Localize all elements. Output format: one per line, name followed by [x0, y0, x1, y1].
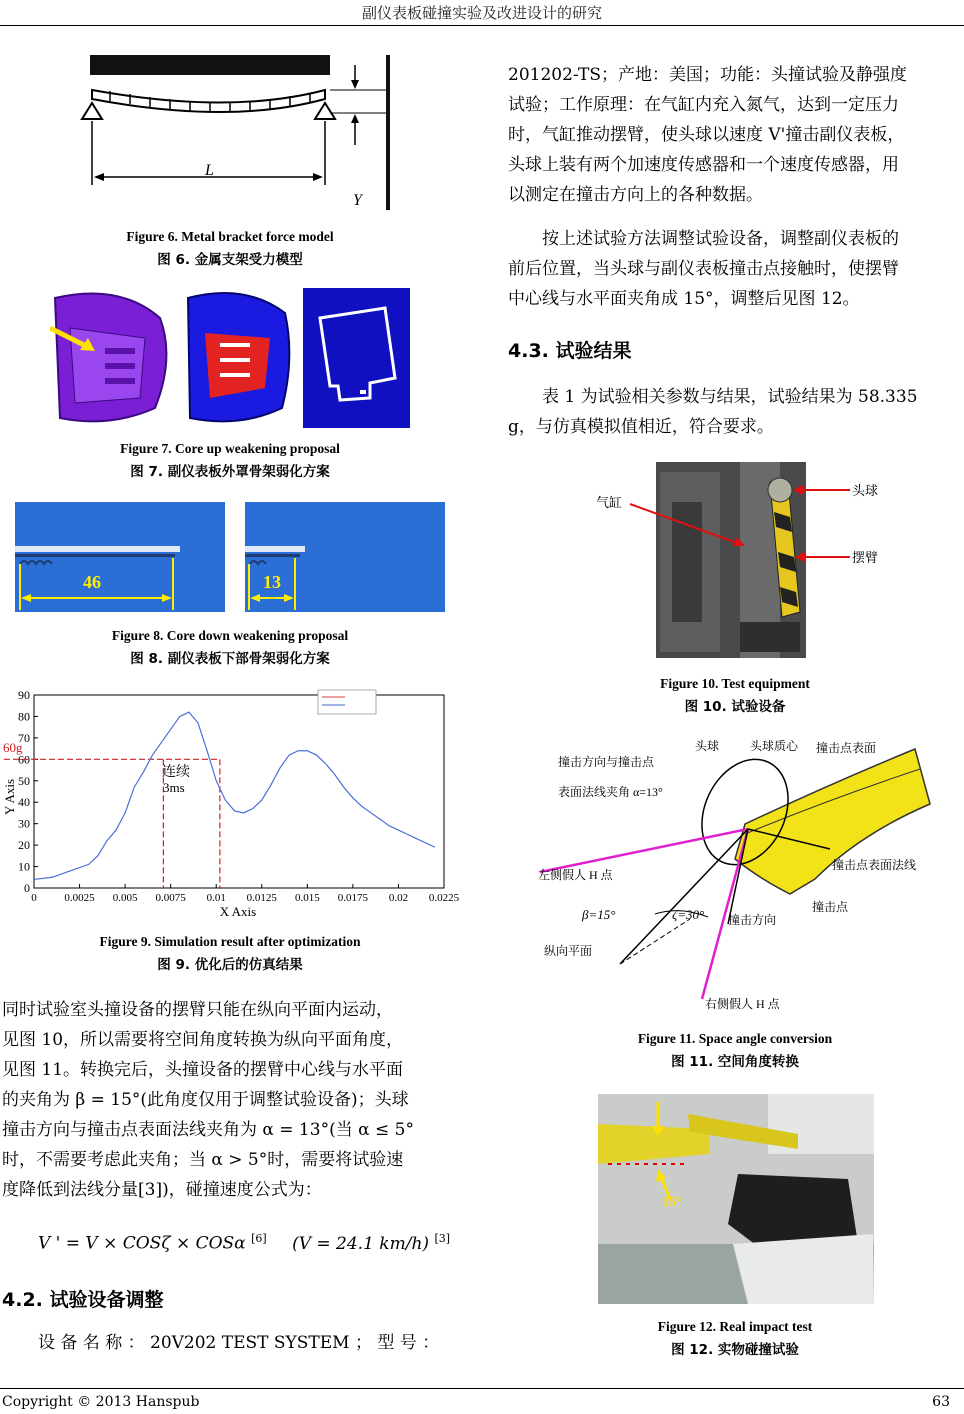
- y-tick-label: 50: [18, 773, 30, 788]
- figure-11-space-angle: [530, 734, 940, 1019]
- x-tick-label: 0.005: [112, 892, 138, 904]
- label-longitudinal-plane: 纵向平面: [544, 944, 593, 958]
- plot-frame: [34, 695, 444, 888]
- text-line: 201202-TS；产地：美国；功能：头撞试验及静强度: [508, 65, 908, 85]
- figure-9-chart: [0, 682, 460, 922]
- y-tick-label: 90: [18, 688, 30, 702]
- figure-8-core-down: [15, 502, 445, 612]
- text-line: 表 1 为试验相关参数与结果，试验结果为 58.335: [542, 387, 918, 407]
- dim-46: 46: [83, 572, 101, 592]
- formula: [38, 1232, 450, 1254]
- text-line: 的夹角为 β = 15°(此角度仅用于调整试验设备)；头球: [2, 1090, 409, 1110]
- x-tick-label: 0: [31, 892, 37, 904]
- figure-8-caption-zh: 图 8. 副仪表板下部骨架弱化方案: [130, 651, 330, 667]
- label-15-degree: 15°: [662, 1195, 682, 1210]
- label-angle-line1: 撞击方向与撞击点: [558, 755, 655, 769]
- text-line: 见图 11。转换完后，头撞设备的摆臂中心线与水平面: [2, 1060, 404, 1080]
- label-Y: Y: [353, 192, 362, 209]
- label-cylinder: 气缸: [596, 495, 623, 510]
- label-surface-normal: 撞击点表面法线: [832, 858, 917, 872]
- label-impact-direction: 撞击方向: [728, 913, 777, 927]
- label-impact-surface: 撞击点表面: [816, 741, 877, 755]
- figure-9-caption-zh: 图 9. 优化后的仿真结果: [157, 957, 303, 973]
- y-tick-label: 80: [18, 709, 30, 724]
- figure-10-caption-zh: 图 10. 试验设备: [684, 699, 786, 715]
- chart-axes: [34, 695, 444, 888]
- annotation-3ms: 3ms: [163, 780, 185, 795]
- header-rule: [0, 25, 964, 26]
- x-tick-label: 0.0225: [428, 892, 460, 904]
- label-zeta: ζ=30°: [672, 907, 705, 922]
- left-paragraph-2: 设 备 名 称 ： 20V202 TEST SYSTEM ； 型 号 ：: [38, 1333, 440, 1353]
- label-swing-arm: 摆臂: [852, 550, 879, 565]
- figure-7-caption-en: Figure 7. Core up weakening proposal: [120, 441, 340, 456]
- text-line: 按上述试验方法调整试验设备，调整副仪表板的: [542, 229, 899, 249]
- text-line: 头球上装有两个加速度传感器和一个速度传感器，用: [508, 155, 899, 175]
- annotation-continuous: 连续: [162, 765, 190, 780]
- chart-legend: [318, 690, 376, 714]
- left-paragraph-1: [2, 995, 458, 1205]
- label-head: 头球: [695, 739, 720, 753]
- right-paragraph-2: [508, 224, 964, 314]
- label-beta: β=15°: [582, 907, 616, 922]
- text-line: 时，气缸推动摆臂，使头球以速度 V'撞击副仪表板，: [508, 125, 905, 145]
- figure-6-caption-zh: 图 6. 金属支架受力模型: [157, 252, 303, 268]
- figure-6-caption-en: Figure 6. Metal bracket force model: [126, 229, 334, 244]
- figure-12-caption-en: Figure 12. Real impact test: [657, 1319, 813, 1334]
- figure-10-test-equipment: [590, 462, 890, 662]
- right-paragraph-1: [508, 60, 964, 210]
- label-angle-line2: 表面法线夹角 α=13°: [558, 785, 663, 799]
- figure-12-real-impact-test: [598, 1094, 874, 1304]
- formula-ref-1: [6]: [251, 1232, 267, 1245]
- y-tick-label: 60: [18, 752, 30, 767]
- footer-rule: [0, 1388, 964, 1389]
- label-head-center: 头球质心: [750, 739, 799, 753]
- text-line: 见图 10，所以需要将空间角度转换为纵向平面角度，: [2, 1030, 404, 1050]
- section-4-2-heading: 4.2. 试验设备调整: [2, 1289, 164, 1311]
- formula-ref-2: [3]: [434, 1232, 451, 1245]
- y-tick-label: 30: [18, 816, 30, 831]
- formula-body: V ' = V × COSζ × COSα: [38, 1233, 246, 1254]
- figure-11-caption-en: Figure 11. Space angle conversion: [637, 1031, 833, 1046]
- y-tick-label: 70: [18, 730, 30, 745]
- text-line: 试验；工作原理：在气缸内充入氮气，达到一定压力: [508, 95, 899, 115]
- x-tick-label: 0.015: [294, 892, 320, 904]
- formula-condition: (V = 24.1 km/h): [292, 1233, 430, 1254]
- figure-12-caption-zh: 图 12. 实物碰撞试验: [671, 1342, 799, 1358]
- figure-7-caption-zh: 图 7. 副仪表板外罩骨架弱化方案: [130, 464, 330, 480]
- figure-11-caption-zh: 图 11. 空间角度转换: [671, 1054, 799, 1070]
- x-tick-label: 0.0075: [155, 892, 186, 904]
- x-tick-label: 0.0025: [64, 892, 95, 904]
- label-left-h-point: 左侧假人 H 点: [538, 868, 613, 882]
- text-line: 中心线与水平面夹角成 15°，调整后见图 12。: [508, 289, 860, 309]
- figure-9-caption-en: Figure 9. Simulation result after optimization: [99, 934, 361, 949]
- text-line: 前后位置，当头球与副仪表板撞击点接触时，使摆臂: [508, 259, 899, 279]
- text-line: g，与仿真模拟值相近，符合要求。: [508, 417, 774, 437]
- page-number: 63: [932, 1394, 950, 1410]
- copyright: Copyright © 2013 Hanspub: [2, 1394, 200, 1410]
- text-line: 撞击方向与撞击点表面法线夹角为 α = 13°(当 α ≤ 5°: [2, 1120, 414, 1140]
- y-tick-label: 20: [18, 838, 30, 853]
- y-tick-label: 40: [18, 795, 30, 810]
- y-tick-label: 0: [24, 881, 30, 895]
- figure-6-beam-model: [70, 55, 390, 215]
- running-header: 副仪表板碰撞实验及改进设计的研究: [361, 4, 602, 22]
- text-line: 以测定在撞击方向上的各种数据。: [508, 185, 763, 205]
- dim-13: 13: [263, 572, 281, 592]
- text-line: 同时试验室头撞设备的摆臂只能在纵向平面内运动，: [2, 1000, 393, 1020]
- text-line: 时，不需要考虑此夹角；当 α > 5°时，需要将试验速: [2, 1150, 404, 1170]
- label-impact-point: 撞击点: [812, 900, 849, 914]
- right-paragraph-3: [508, 382, 964, 442]
- y-tick-label: 10: [18, 859, 30, 874]
- x-tick-label: 0.0125: [246, 892, 277, 904]
- text-line: 度降低到法线分量[3])，碰撞速度公式为：: [2, 1180, 322, 1200]
- x-tick-label: 0.02: [388, 892, 409, 904]
- section-4-3-heading: 4.3. 试验结果: [508, 340, 632, 362]
- figure-8-caption-en: Figure 8. Core down weakening proposal: [111, 628, 349, 643]
- figure-10-caption-en: Figure 10. Test equipment: [660, 676, 810, 691]
- threshold-label: 60g: [3, 740, 23, 755]
- x-tick-label: 0.0175: [337, 892, 369, 904]
- y-axis-label: Y Axis: [2, 779, 17, 815]
- label-right-h-point: 右侧假人 H 点: [705, 997, 780, 1011]
- figure-7-core-up: [50, 288, 410, 428]
- series-line: [34, 712, 435, 879]
- label-head-ball: 头球: [852, 483, 879, 498]
- label-L: L: [205, 162, 214, 179]
- x-axis-label: X Axis: [219, 904, 257, 919]
- x-tick-label: 0.01: [206, 892, 226, 904]
